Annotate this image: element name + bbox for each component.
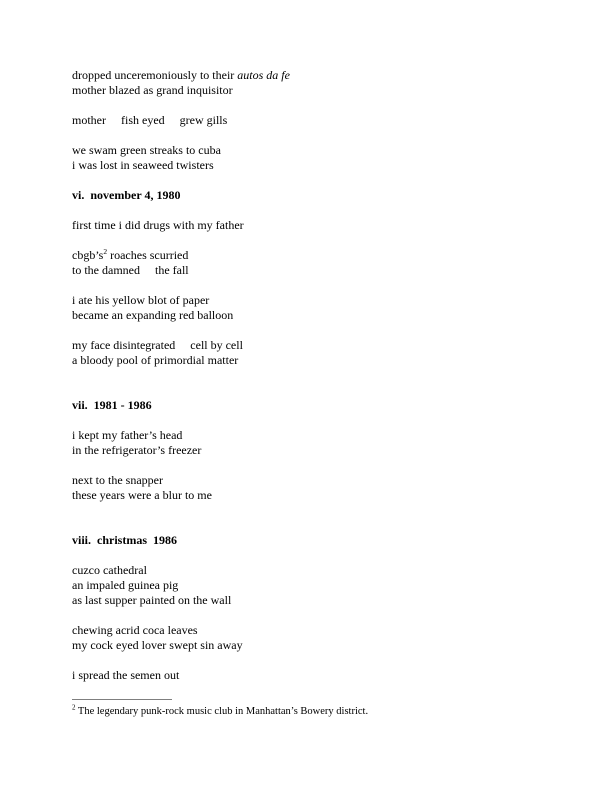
poem-text: next to the snapper — [72, 473, 163, 487]
poem-text: autos da fe — [237, 68, 290, 82]
poem-line — [72, 443, 572, 458]
poem-text: vii. 1981 - 1986 — [72, 398, 152, 412]
poem-blank-line — [72, 278, 572, 293]
poem-blank-line — [72, 458, 572, 473]
poem-blank-line — [72, 368, 572, 383]
poem-text: chewing acrid coca leaves — [72, 623, 198, 637]
poem-blank-line — [72, 128, 572, 143]
section-heading — [72, 398, 572, 413]
footnote — [72, 705, 572, 719]
poem-text: mother blazed as grand inquisitor — [72, 83, 233, 97]
footnote-text: The legendary punk-rock music club in Manhattan’s Bowery district. — [75, 706, 369, 717]
poem-line — [72, 143, 572, 158]
poem-line — [72, 578, 572, 593]
poem-line — [72, 473, 572, 488]
poem-text: i kept my father’s head — [72, 428, 183, 442]
poem-text: i spread the semen out — [72, 668, 180, 682]
poem-blank-line — [72, 503, 572, 518]
poem-text: first time i did drugs with my father — [72, 218, 244, 232]
poem-line — [72, 263, 572, 278]
poem-line — [72, 563, 572, 578]
poem-line — [72, 83, 572, 98]
poem-text: i was lost in seaweed twisters — [72, 158, 214, 172]
poem-text: vi. november 4, 1980 — [72, 188, 181, 202]
poem-text: i ate his yellow blot of paper — [72, 293, 210, 307]
poem-blank-line — [72, 383, 572, 398]
poem-text: as last supper painted on the wall — [72, 593, 232, 607]
poem-text: my cock eyed lover swept sin away — [72, 638, 243, 652]
poem-text: my face disintegrated cell by cell — [72, 338, 243, 352]
poem-blank-line — [72, 548, 572, 563]
poem-text: cuzco cathedral — [72, 563, 147, 577]
poem-blank-line — [72, 173, 572, 188]
poem-line — [72, 68, 572, 83]
poem-blank-line — [72, 233, 572, 248]
poem-line — [72, 218, 572, 233]
poem-line — [72, 623, 572, 638]
poem-text: we swam green streaks to cuba — [72, 143, 221, 157]
poem-blank-line — [72, 608, 572, 623]
poem-line — [72, 113, 572, 128]
poem-line — [72, 638, 572, 653]
poem-blank-line — [72, 413, 572, 428]
poem-blank-line — [72, 98, 572, 113]
poem-line — [72, 593, 572, 608]
poem-blank-line — [72, 203, 572, 218]
poem-text: became an expanding red balloon — [72, 308, 234, 322]
poem-blank-line — [72, 323, 572, 338]
poem-text: roaches scurried — [107, 248, 189, 262]
poem-text: cbgb’s — [72, 248, 104, 262]
poem-blank-line — [72, 518, 572, 533]
poem-line — [72, 668, 572, 683]
poem-text: to the damned the fall — [72, 263, 189, 277]
poem-line — [72, 428, 572, 443]
section-heading — [72, 188, 572, 203]
poem-text: dropped unceremoniously to their — [72, 68, 238, 82]
poem-text: viii. christmas 1986 — [72, 533, 177, 547]
poem-text: these years were a blur to me — [72, 488, 212, 502]
poem-line — [72, 488, 572, 503]
poem-text: a bloody pool of primordial matter — [72, 353, 239, 367]
poem-line — [72, 308, 572, 323]
poem-line — [72, 248, 572, 263]
footnote-separator-rule — [72, 699, 172, 700]
poem-line — [72, 353, 572, 368]
poem-text: an impaled guinea pig — [72, 578, 179, 592]
poem-line — [72, 158, 572, 173]
poem-line — [72, 293, 572, 308]
footnote-reference: 2 — [103, 247, 108, 256]
poem — [72, 68, 572, 683]
poem-text: mother fish eyed grew gills — [72, 113, 228, 127]
poem-line — [72, 338, 572, 353]
section-heading — [72, 533, 572, 548]
poem-blank-line — [72, 653, 572, 668]
poem-text: in the refrigerator’s freezer — [72, 443, 202, 457]
footnote-marker: 2 — [72, 703, 76, 712]
